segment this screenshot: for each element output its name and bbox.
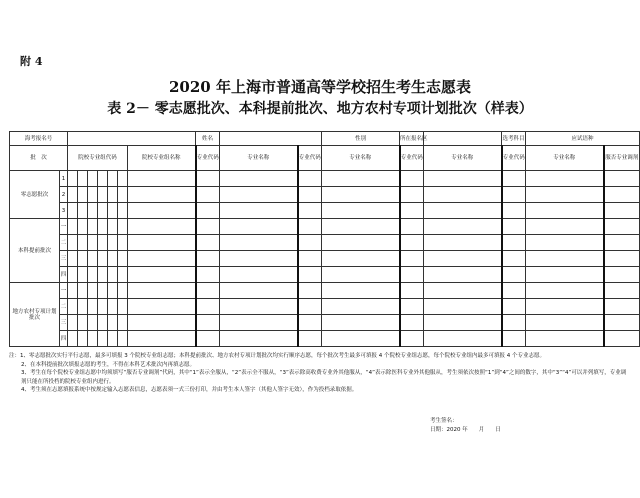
major-code-header: 专业代码 [502,146,526,171]
major-name-cell[interactable] [526,219,604,235]
school-code-cell[interactable] [98,251,108,267]
obey-adjust-cell[interactable] [604,331,640,347]
school-name-cell[interactable] [128,235,196,251]
signature-label: 考生签名： [430,418,458,424]
subject-label: 选考科目 [502,132,526,146]
major-name-cell[interactable] [322,267,400,283]
obey-adjust-cell[interactable] [604,219,640,235]
row-number: 四 [60,331,68,347]
school-name-cell[interactable] [128,315,196,331]
school-code-cell[interactable] [78,251,88,267]
school-code-cell[interactable] [68,315,78,331]
school-code-cell[interactable] [88,299,98,315]
notes [9,352,627,395]
school-code-cell[interactable] [88,251,98,267]
major-name-cell[interactable] [424,235,502,251]
major-code-cell[interactable] [400,235,424,251]
school-code-cell[interactable] [88,187,98,203]
major-code-cell[interactable] [502,299,526,315]
school-code-cell[interactable] [118,235,128,251]
major-name-cell[interactable] [322,283,400,299]
row-number: 二 [60,299,68,315]
school-code-cell[interactable] [88,235,98,251]
major-code-cell[interactable] [400,315,424,331]
school-code-cell[interactable] [88,267,98,283]
school-code-cell[interactable] [98,171,108,187]
row-number: 2 [60,187,68,203]
school-code-cell[interactable] [68,203,78,219]
school-code-cell[interactable] [108,171,118,187]
major-code-cell[interactable] [196,251,220,267]
name-label: 姓名 [196,132,220,146]
major-name-cell[interactable] [526,315,604,331]
major-code-cell[interactable] [502,219,526,235]
school-code-cell[interactable] [78,331,88,347]
school-code-cell[interactable] [78,267,88,283]
major-name-cell[interactable] [220,267,298,283]
school-code-cell[interactable] [118,299,128,315]
school-code-cell[interactable] [98,283,108,299]
school-code-cell[interactable] [108,219,118,235]
school-code-cell[interactable] [98,187,108,203]
page-title: 2020 年上海市普通高等学校招生考生志愿表 [169,78,471,96]
major-code-cell[interactable] [196,171,220,187]
school-code-cell[interactable] [108,331,118,347]
major-name-cell[interactable] [220,219,298,235]
major-name-cell[interactable] [424,187,502,203]
school-code-cell[interactable] [118,219,128,235]
school-code-cell[interactable] [108,315,118,331]
school-code-cell[interactable] [78,315,88,331]
major-code-cell[interactable] [298,171,322,187]
major-name-cell[interactable] [424,267,502,283]
major-code-cell[interactable] [298,219,322,235]
major-code-cell[interactable] [400,203,424,219]
row-number: 1 [60,171,68,187]
row-number: 四 [60,267,68,283]
row-number: 一 [60,283,68,299]
major-code-cell[interactable] [502,203,526,219]
row-number: 3 [60,203,68,219]
school-code-cell[interactable] [108,283,118,299]
row-number: 三 [60,251,68,267]
school-code-cell[interactable] [108,299,118,315]
note-item: 2、在本科提前批次填报志愿的考生，不得在本科艺术批次内再填志愿。 [21,361,196,368]
school-code-cell[interactable] [108,235,118,251]
school-code-cell[interactable] [118,315,128,331]
major-name-cell[interactable] [322,331,400,347]
school-name-cell[interactable] [128,251,196,267]
major-name-cell[interactable] [322,315,400,331]
major-name-cell[interactable] [526,331,604,347]
major-code-cell[interactable] [400,251,424,267]
school-code-cell[interactable] [78,203,88,219]
major-code-cell[interactable] [400,187,424,203]
obey-adjust-cell[interactable] [604,203,640,219]
volunteer-rows [10,171,640,347]
school-code-cell[interactable] [78,299,88,315]
obey-adjust-cell[interactable] [604,299,640,315]
major-code-cell[interactable] [298,315,322,331]
page-subtitle: 表 2－ 零志愿批次、本科提前批次、地方农村专项计划批次（样表） [107,101,533,117]
school-name-cell[interactable] [128,299,196,315]
major-code-cell[interactable] [196,315,220,331]
school-code-cell[interactable] [108,203,118,219]
major-code-cell[interactable] [502,171,526,187]
major-code-cell[interactable] [196,299,220,315]
major-name-cell[interactable] [424,219,502,235]
major-name-cell[interactable] [322,171,400,187]
school-code-cell[interactable] [118,331,128,347]
table-row [10,251,640,267]
major-code-cell[interactable] [196,187,220,203]
major-code-cell[interactable] [196,267,220,283]
school-code-cell[interactable] [68,235,78,251]
major-name-cell[interactable] [322,187,400,203]
exam-id-value[interactable] [68,132,196,146]
major-code-cell[interactable] [400,219,424,235]
exam-id-label: 海考报名号 [10,132,68,146]
school-code-cell[interactable] [98,315,108,331]
school-code-cell[interactable] [118,267,128,283]
table-row [10,299,640,315]
table-row [10,203,640,219]
major-name-cell[interactable] [526,283,604,299]
school-code-cell[interactable] [78,219,88,235]
major-name-cell[interactable] [424,251,502,267]
major-name-cell[interactable] [220,299,298,315]
major-code-header: 专业代码 [298,146,322,171]
school-code-cell[interactable] [78,171,88,187]
name-value[interactable] [220,132,322,146]
school-code-cell[interactable] [68,187,78,203]
major-code-cell[interactable] [400,299,424,315]
school-name-cell[interactable] [128,219,196,235]
school-code-cell[interactable] [68,331,78,347]
batch-header: 批 次 [10,146,68,171]
major-code-cell[interactable] [298,283,322,299]
major-name-cell[interactable] [220,315,298,331]
school-code-cell[interactable] [68,251,78,267]
signature-block [430,417,501,435]
table-row [10,171,640,187]
school-code-cell[interactable] [118,187,128,203]
foreign-lang-label: 应试语种 [526,132,640,146]
major-code-cell[interactable] [400,331,424,347]
row-number: 一 [60,219,68,235]
school-name-cell[interactable] [128,187,196,203]
school-code-cell[interactable] [68,267,78,283]
school-code-cell[interactable] [98,203,108,219]
major-name-cell[interactable] [220,171,298,187]
school-name-cell[interactable] [128,203,196,219]
major-code-cell[interactable] [400,283,424,299]
major-name-cell[interactable] [220,331,298,347]
school-code-cell[interactable] [108,251,118,267]
school-code-cell[interactable] [88,331,98,347]
major-code-cell[interactable] [298,299,322,315]
district-value[interactable] [424,132,502,146]
major-code-cell[interactable] [298,251,322,267]
note-item: 4、考生须在志愿填报系统中按规定输入志愿表信息，志愿表须一式三份打印，并由考生本人签字（其他人签字无效），作为投档录取依据。 [21,387,358,394]
school-code-cell[interactable] [118,283,128,299]
major-code-header: 专业代码 [196,146,220,171]
major-name-header: 专业名称 [424,146,502,171]
major-name-cell[interactable] [220,235,298,251]
major-name-header: 专业名称 [220,146,298,171]
school-code-cell[interactable] [98,267,108,283]
major-name-cell[interactable] [220,251,298,267]
batch-label: 零志愿批次 [10,171,60,219]
school-code-cell[interactable] [68,219,78,235]
major-name-cell[interactable] [526,235,604,251]
school-code-cell[interactable] [98,219,108,235]
note-item: 3、考生在每个院校专业组志愿中均须填写“服否专业调剂”代码，其中“1”表示全服从，“2”表示全不服从，“3”表示除高收费专业外其他服从，“4”表示除医科专业外其他服从，考生须依次按照“1”到“4”之间的数字，其中“3”“4”可以并列填写，专业调剂只能在所投档的院校专业组内进行。 [21,370,627,385]
major-name-header: 专业名称 [322,146,400,171]
school-name-cell[interactable] [128,267,196,283]
major-code-header: 专业代码 [400,146,424,171]
table-row [10,315,640,331]
school-code-cell[interactable] [68,299,78,315]
school-code-cell[interactable] [68,283,78,299]
major-name-cell[interactable] [220,283,298,299]
school-code-cell[interactable] [78,283,88,299]
major-code-cell[interactable] [502,251,526,267]
school-code-cell[interactable] [108,187,118,203]
major-code-cell[interactable] [298,331,322,347]
major-code-cell[interactable] [196,203,220,219]
major-name-cell[interactable] [322,299,400,315]
major-name-cell[interactable] [526,203,604,219]
table-row [10,267,640,283]
school-code-cell[interactable] [88,315,98,331]
school-code-cell[interactable] [68,171,78,187]
obey-adjust-cell[interactable] [604,283,640,299]
table-row [10,219,640,235]
major-code-cell[interactable] [502,267,526,283]
major-name-cell[interactable] [322,219,400,235]
obey-adjust-cell[interactable] [604,171,640,187]
major-name-header: 专业名称 [526,146,604,171]
school-name-header: 院校专业组名称 [128,146,196,171]
major-name-cell[interactable] [220,187,298,203]
school-code-cell[interactable] [88,219,98,235]
school-code-cell[interactable] [108,267,118,283]
row-number: 二 [60,235,68,251]
obey-adjust-cell[interactable] [604,187,640,203]
major-code-cell[interactable] [400,171,424,187]
table-row [10,331,640,347]
school-code-cell[interactable] [78,187,88,203]
school-code-cell[interactable] [88,171,98,187]
major-code-cell[interactable] [196,235,220,251]
school-code-cell[interactable] [98,235,108,251]
table-row [10,187,640,203]
school-code-cell[interactable] [88,203,98,219]
major-name-cell[interactable] [322,251,400,267]
school-name-cell[interactable] [128,171,196,187]
batch-label: 本科提前批次 [10,219,60,283]
major-name-cell[interactable] [526,187,604,203]
major-name-cell[interactable] [526,299,604,315]
major-name-cell[interactable] [220,203,298,219]
attachment-label: 附 4 [20,55,43,68]
volunteer-table [9,131,640,347]
obey-adjust-cell[interactable] [604,315,640,331]
major-code-cell[interactable] [196,219,220,235]
major-name-cell[interactable] [322,203,400,219]
school-code-cell[interactable] [118,203,128,219]
major-name-cell[interactable] [526,267,604,283]
major-code-cell[interactable] [298,267,322,283]
major-code-cell[interactable] [298,203,322,219]
school-code-cell[interactable] [78,235,88,251]
major-code-cell[interactable] [196,331,220,347]
major-code-cell[interactable] [298,235,322,251]
table-row [10,283,640,299]
district-label: 所在报名区 [400,132,424,146]
major-name-cell[interactable] [424,331,502,347]
major-name-cell[interactable] [424,171,502,187]
major-name-cell[interactable] [424,203,502,219]
major-name-cell[interactable] [526,171,604,187]
obey-adjust-cell[interactable] [604,235,640,251]
major-code-cell[interactable] [502,331,526,347]
major-name-cell[interactable] [424,299,502,315]
obey-adjust-cell[interactable] [604,267,640,283]
row-number: 三 [60,315,68,331]
batch-label: 地方农村专项计划批次 [10,283,60,347]
major-name-cell[interactable] [424,283,502,299]
school-code-cell[interactable] [118,171,128,187]
major-code-cell[interactable] [502,283,526,299]
school-code-cell[interactable] [98,299,108,315]
school-code-cell[interactable] [118,251,128,267]
school-code-header: 院校专业组代码 [68,146,128,171]
school-code-cell[interactable] [88,283,98,299]
major-code-cell[interactable] [502,235,526,251]
date-label: 日期：2020 年 月 日 [430,427,501,433]
major-code-cell[interactable] [502,315,526,331]
note-item: 注：1、零志愿批次实行平行志愿，最多可填报 3 个院校专业组志愿；本科提前批次、地方农村专项计划批次均实行顺序志愿，每个批次考生最多可填报 4 个院校专业组志愿，每个院校专业组内最多可填报 4 个专业志愿。 [9,353,545,359]
obey-adjust-cell[interactable] [604,251,640,267]
table-row [10,235,640,251]
major-code-cell[interactable] [196,283,220,299]
major-name-cell[interactable] [424,315,502,331]
school-name-cell[interactable] [128,331,196,347]
school-code-cell[interactable] [98,331,108,347]
major-code-cell[interactable] [502,187,526,203]
major-name-cell[interactable] [322,235,400,251]
major-code-cell[interactable] [400,267,424,283]
gender-label: 性别 [322,132,400,146]
major-code-cell[interactable] [298,187,322,203]
obey-adjust-header: 服否专业调剂 [604,146,640,171]
major-name-cell[interactable] [526,251,604,267]
school-name-cell[interactable] [128,283,196,299]
